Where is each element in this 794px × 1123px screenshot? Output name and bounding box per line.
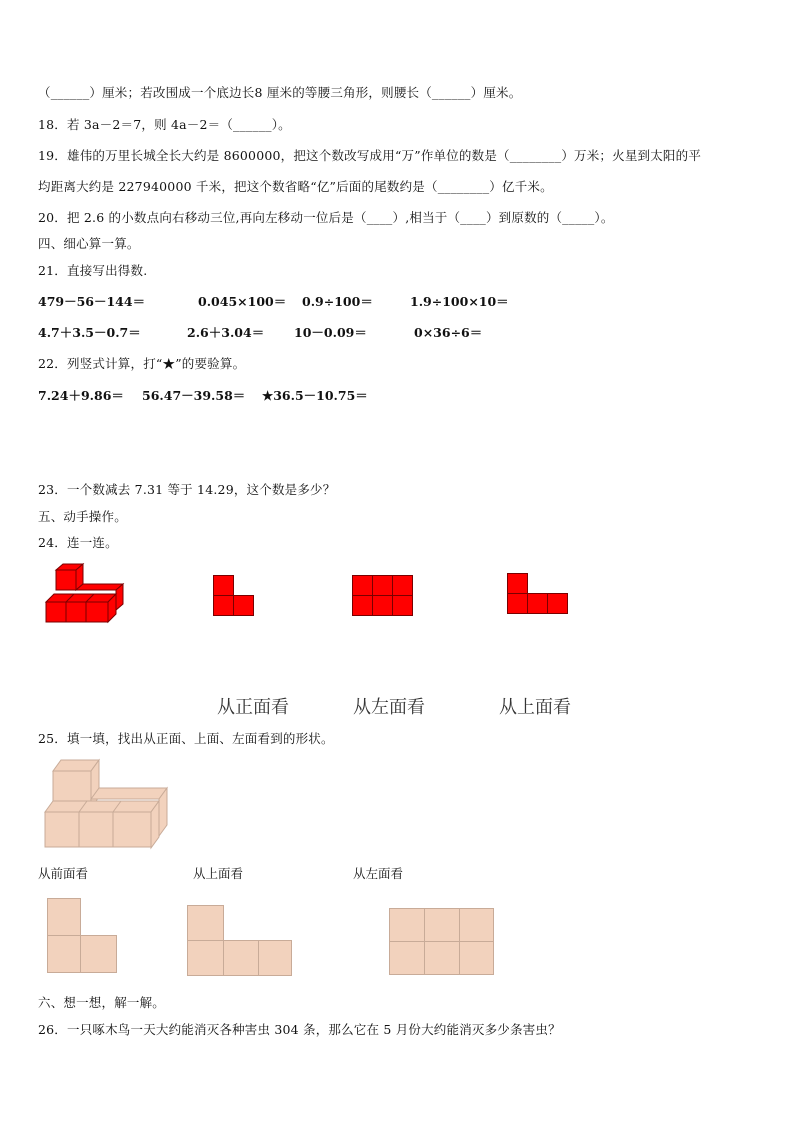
q24-view-shape-a bbox=[213, 575, 255, 617]
section-5-heading: 五、动手操作。 bbox=[38, 509, 127, 524]
question-19-line1: 19．雄伟的万里长城全长大约是 8600000，把这个数改写成用“万”作单位的数是（________）万米；火星到太阳的平 bbox=[38, 148, 702, 163]
q21-item: 2.6＋3.04＝ bbox=[187, 325, 265, 340]
q24-label-left: 从左面看 bbox=[353, 697, 425, 718]
question-25: 25．填一填，找出从正面、上面、左面看到的形状。 bbox=[38, 731, 334, 746]
question-18: 18．若 3a－2＝7，则 4a－2＝（______）。 bbox=[38, 117, 291, 132]
question-19-line2: 均距离大约是 227940000 千米，把这个数省略“亿”后面的尾数约是（________）亿千米。 bbox=[38, 179, 553, 194]
section-4-heading: 四、细心算一算。 bbox=[38, 236, 140, 251]
question-26: 26．一只啄木鸟一天大约能消灭各种害虫 304 条，那么它在 5 月份大约能消灭多少条害虫？ bbox=[38, 1022, 561, 1037]
q25-label-left: 从左面看 bbox=[353, 866, 404, 881]
q21-item: 0.045×100＝ bbox=[198, 294, 287, 309]
q22-item: ★36.5－10.75＝ bbox=[262, 388, 368, 403]
q24-red-cube-stack bbox=[44, 562, 134, 624]
question-20: 20．把 2.6 的小数点向右移动三位,再向左移动一位后是（____）,相当于（____）到原数的（_____）。 bbox=[38, 210, 614, 225]
section-6-heading: 六、想一想，解一解。 bbox=[38, 995, 166, 1010]
q17-continuation: （______）厘米；若改围成一个底边长8 厘米的等腰三角形，则腰长（______）厘米。 bbox=[38, 85, 522, 100]
q25-label-top: 从上面看 bbox=[193, 866, 244, 881]
q22-item: 56.47－39.58＝ bbox=[142, 388, 246, 403]
q24-view-shape-c bbox=[507, 573, 569, 615]
q25-cube-stack bbox=[43, 757, 171, 849]
q24-label-front: 从正面看 bbox=[217, 697, 289, 718]
q24-view-shape-b bbox=[352, 575, 414, 617]
q21-item: 10－0.09＝ bbox=[294, 325, 367, 340]
question-23: 23．一个数减去 7.31 等于 14.29，这个数是多少？ bbox=[38, 482, 336, 497]
q21-item: 1.9÷100×10＝ bbox=[410, 294, 509, 309]
q21-item: 479－56－144＝ bbox=[38, 294, 146, 309]
question-24: 24．连一连。 bbox=[38, 535, 118, 550]
question-21: 21．直接写出得数. bbox=[38, 263, 148, 278]
q25-shape-top-view bbox=[187, 905, 295, 977]
q25-shape-front-view bbox=[47, 898, 119, 974]
q25-label-front: 从前面看 bbox=[38, 866, 89, 881]
q24-label-top: 从上面看 bbox=[499, 697, 571, 718]
q22-item: 7.24＋9.86＝ bbox=[38, 388, 124, 403]
q21-item: 4.7＋3.5－0.7＝ bbox=[38, 325, 141, 340]
q21-item: 0×36÷6＝ bbox=[414, 325, 483, 340]
q25-shape-left-view bbox=[389, 908, 497, 978]
question-22: 22．列竖式计算，打“★”的要验算。 bbox=[38, 356, 246, 371]
q21-item: 0.9÷100＝ bbox=[302, 294, 373, 309]
